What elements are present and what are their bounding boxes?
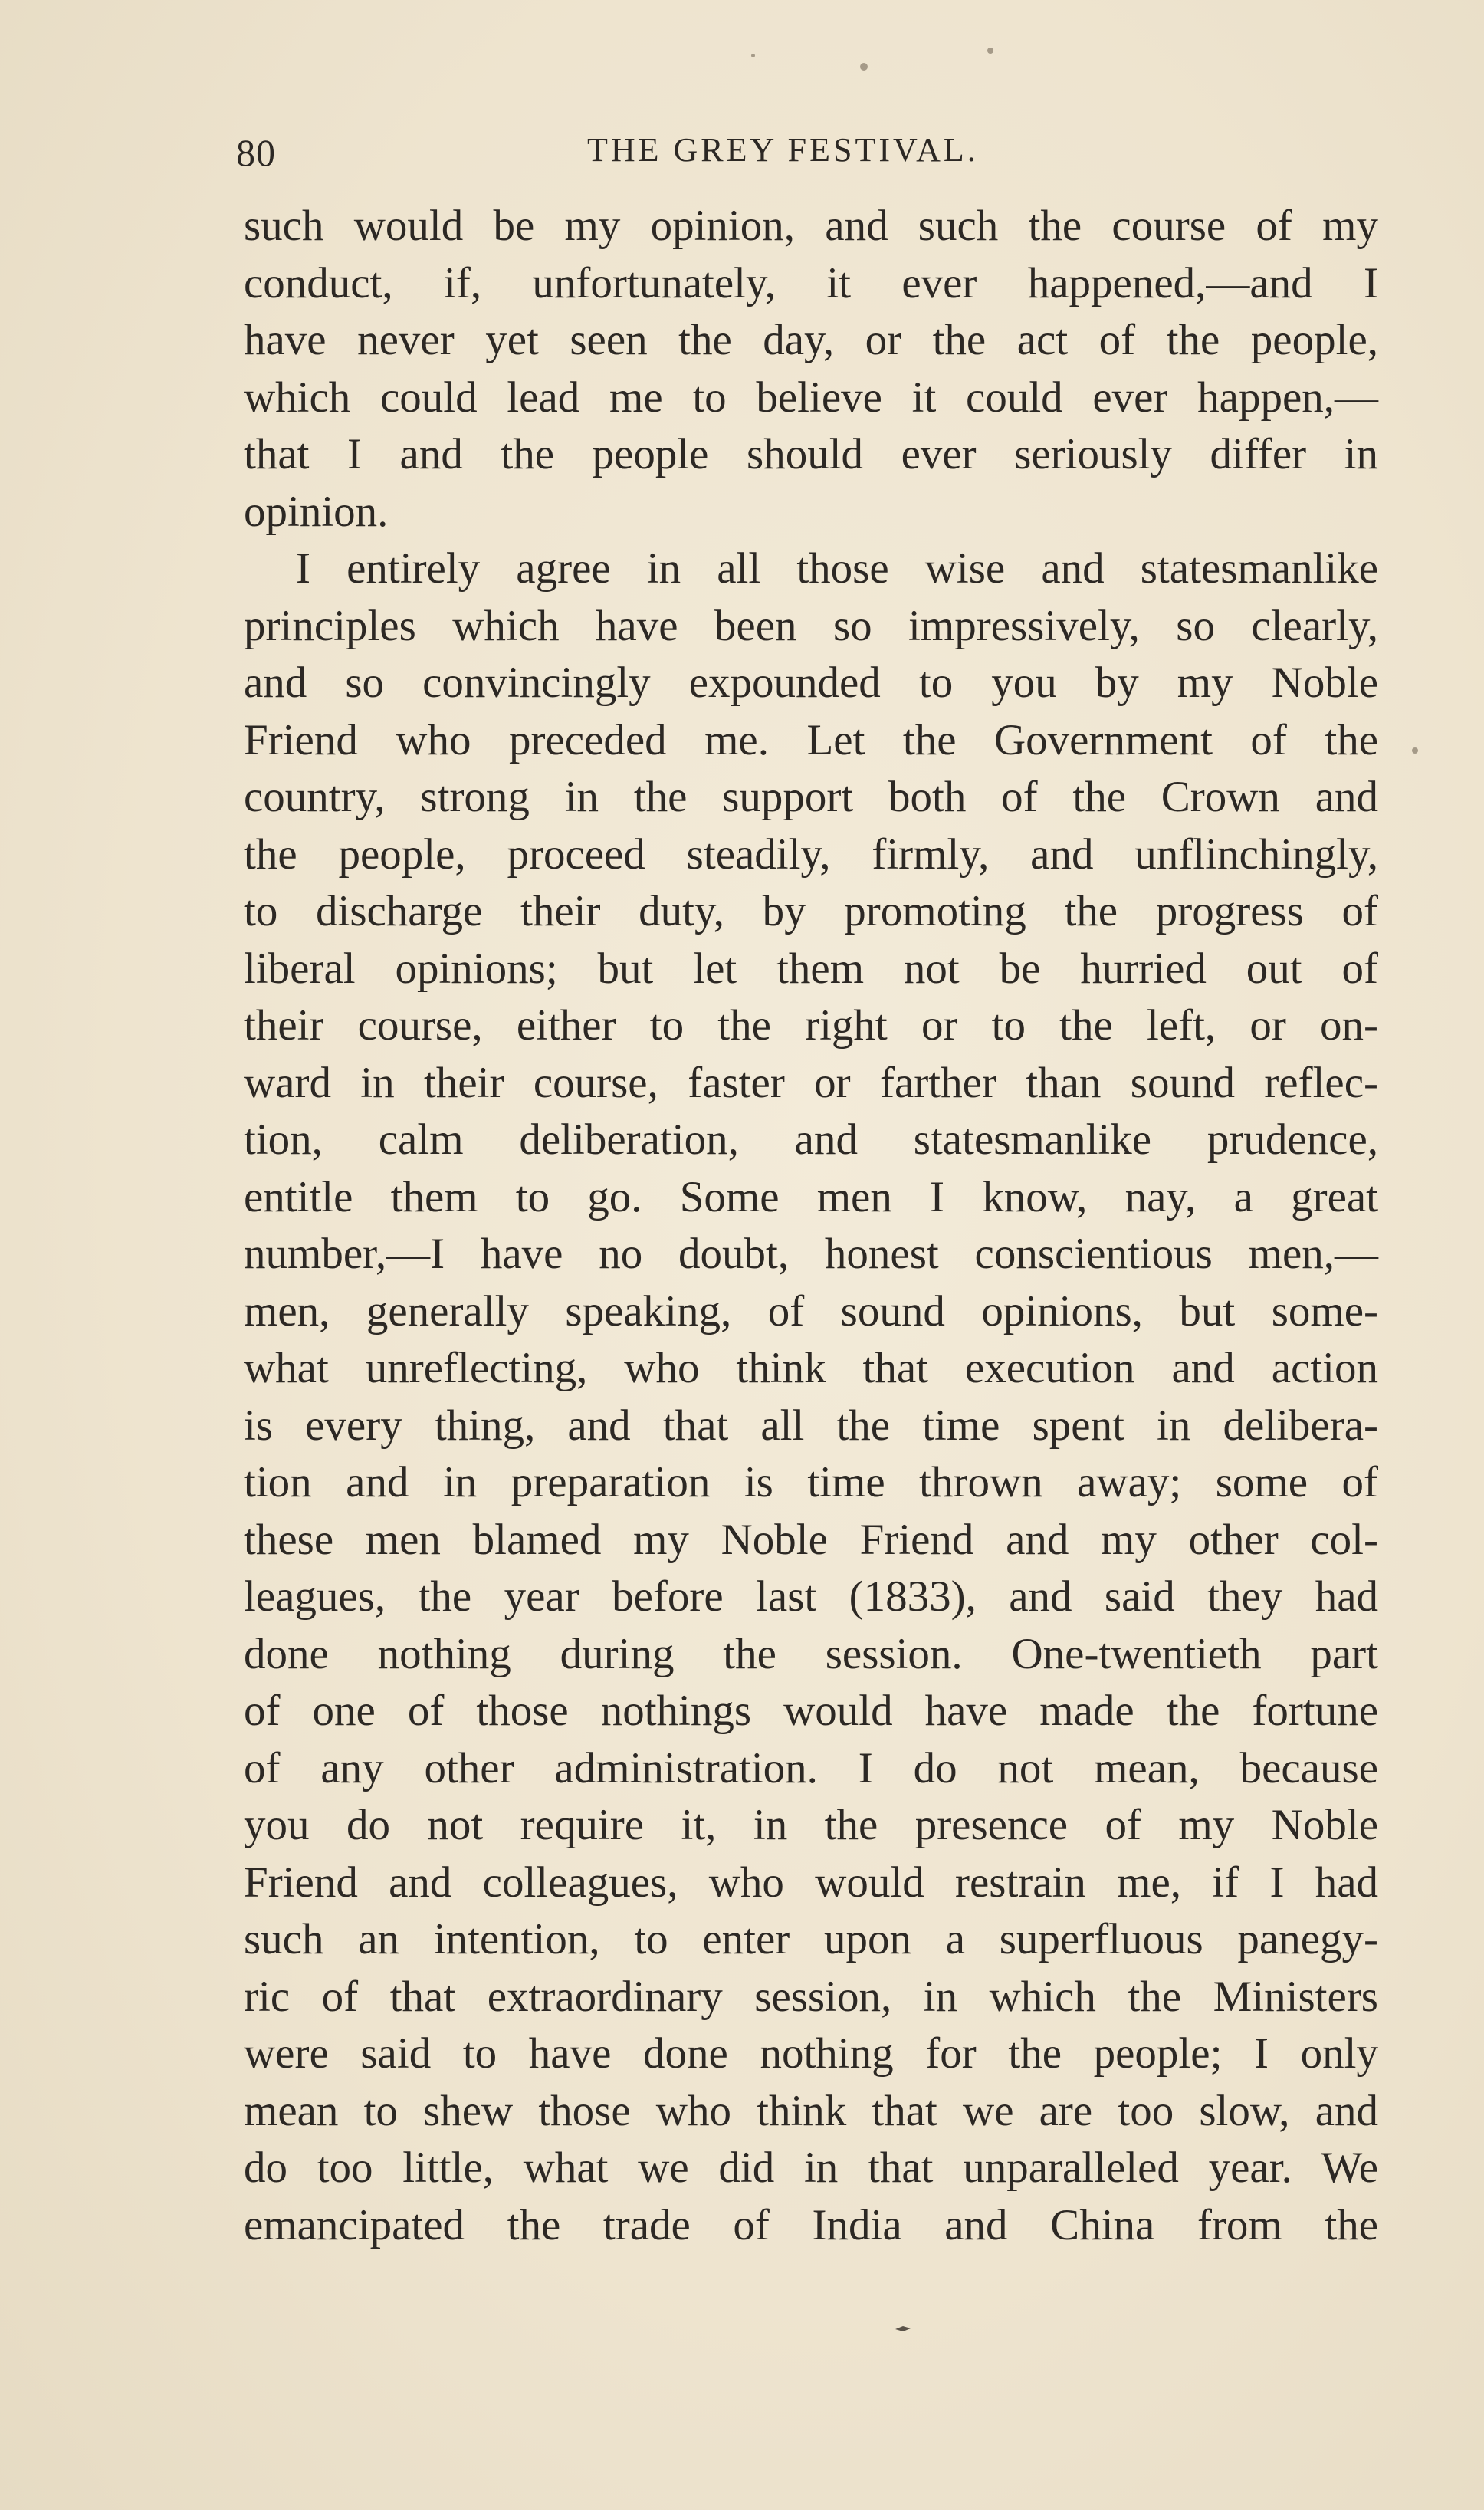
text-line: entitle them to go. Some men I know, nay, a great [244, 1172, 1378, 1221]
text-line: of one of those nothings would have made the fortune [244, 1687, 1378, 1735]
ornament-mark [894, 2324, 912, 2333]
text-line: number,—I have no doubt, honest conscientious men,— [244, 1230, 1378, 1278]
text-line: their course, either to the right or to the left, or on- [244, 1001, 1378, 1050]
text-line: the people, proceed steadily, firmly, and unflinchingly, [244, 830, 1378, 879]
text-line: were said to have done nothing for the people; I only [244, 2029, 1378, 2078]
text-line: such an intention, to enter upon a superfluous panegy- [244, 1915, 1378, 1963]
text-line: which could lead me to believe it could ever happen,— [244, 373, 1378, 422]
text-line: mean to shew those who think that we are too slow, and [244, 2086, 1378, 2135]
text-line: liberal opinions; but let them not be hurried out of [244, 944, 1378, 993]
text-line: is every thing, and that all the time spent in delibera- [244, 1401, 1378, 1450]
text-line: country, strong in the support both of the Crown and [244, 773, 1378, 821]
text-line: conduct, if, unfortunately, it ever happened,—and I [244, 258, 1378, 307]
text-line: these men blamed my Noble Friend and my other col- [244, 1515, 1378, 1564]
paper-speck [751, 54, 755, 57]
text-line: and so convincingly expounded to you by my Noble [244, 659, 1378, 707]
paper-speck [987, 48, 993, 54]
body-text [244, 198, 1378, 2254]
text-line: done nothing during the session. One-twentieth part [244, 1629, 1378, 1678]
text-line: have never yet seen the day, or the act of the people, [244, 316, 1378, 364]
text-line: opinion. [244, 487, 389, 536]
text-line: ric of that extraordinary session, in which the Ministers [244, 1972, 1378, 2021]
paragraph [244, 198, 1378, 540]
running-head: THE GREY FESTIVAL. [587, 131, 979, 169]
text-line: principles which have been so impressively, so clearly, [244, 601, 1378, 650]
text-line: men, generally speaking, of sound opinions, but some- [244, 1286, 1378, 1335]
text-line: tion, calm deliberation, and statesmanlike prudence, [244, 1115, 1378, 1164]
text-line: tion and in preparation is time thrown away; some of [244, 1458, 1378, 1506]
text-line: to discharge their duty, by promoting the progress of [244, 887, 1378, 935]
text-line: what unreflecting, who think that execution and action [244, 1344, 1378, 1392]
text-line: ward in their course, faster or farther than sound reflec- [244, 1058, 1378, 1107]
paper-speck [860, 63, 868, 71]
text-line: Friend and colleagues, who would restrain me, if I had [244, 1858, 1378, 1907]
text-line: I entirely agree in all those wise and statesmanlike [296, 544, 1378, 593]
page-number: 80 [236, 131, 276, 174]
text-line: of any other administration. I do not mean, because [244, 1743, 1378, 1792]
text-line: emancipated the trade of India and China from the [244, 2200, 1378, 2249]
text-line: Friend who preceded me. Let the Government of the [244, 715, 1378, 764]
paragraph [244, 540, 1378, 2254]
paper-speck [1412, 747, 1418, 754]
text-line: that I and the people should ever seriously differ in [244, 430, 1378, 478]
text-line: leagues, the year before last (1833), and said they had [244, 1572, 1378, 1621]
text-line: such would be my opinion, and such the course of my [244, 202, 1378, 250]
page-header [236, 130, 1371, 192]
text-line: do too little, what we did in that unparalleled year. We [244, 2144, 1378, 2192]
text-line: you do not require it, in the presence of my Noble [244, 1801, 1378, 1849]
